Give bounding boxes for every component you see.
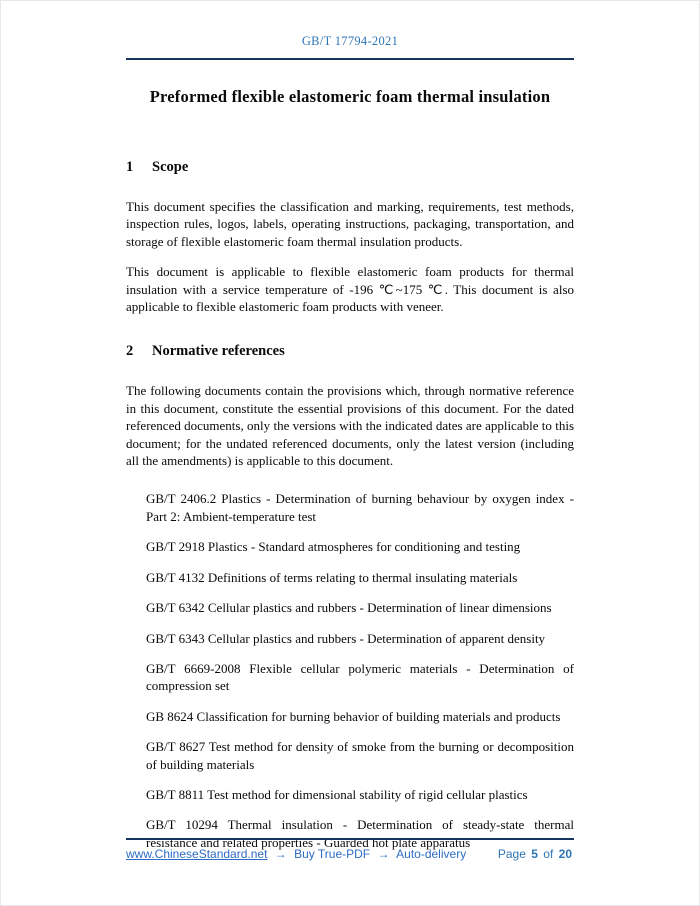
reference-item: GB/T 2406.2 Plastics - Determination of burning behaviour by oxygen index - Part 2: Ambient-temperature test	[146, 491, 574, 524]
reference-item: GB/T 8627 Test method for density of smoke from the burning or decomposition of building materials	[146, 739, 574, 772]
page-footer	[126, 838, 574, 861]
footer-buy-label: Buy True-PDF	[294, 847, 371, 861]
reference-item: GB/T 10294 Thermal insulation - Determination of steady-state thermal resistance and related properties - Guarded hot plate apparatus	[146, 817, 574, 850]
of-label: of	[543, 847, 554, 861]
footer-links	[126, 847, 466, 861]
section-number: 1	[126, 159, 134, 175]
document-title: Preformed flexible elastomeric foam thermal insulation	[149, 87, 551, 106]
reference-item: GB/T 8811 Test method for dimensional stability of rigid cellular plastics	[146, 786, 528, 802]
header-rule	[126, 58, 574, 60]
paragraph-normative-intro: The following documents contain the provisions which, through normative reference in this document, constitute the essential provisions of this document. For the dated referenced documents, only the versions with the indicated dates are applicable to this document; for the undated referenced documents, only the latest version (including all the amendments) is applicable to this document.	[126, 383, 574, 469]
reference-item: GB/T 4132 Definitions of terms relating to thermal insulating materials	[146, 569, 518, 585]
reference-item: GB/T 6342 Cellular plastics and rubbers - Determination of linear dimensions	[146, 600, 552, 616]
arrow-icon: →	[274, 847, 287, 861]
website-link[interactable]: www.ChineseStandard.net	[126, 847, 268, 861]
reference-item: GB/T 6343 Cellular plastics and rubbers - Determination of apparent density	[146, 630, 546, 646]
reference-item: GB 8624 Classification for burning behavior of building materials and products	[146, 708, 561, 724]
reference-item: GB/T 2918 Plastics - Standard atmospheres for conditioning and testing	[146, 539, 521, 555]
paragraph-scope-1: This document specifies the classification and marking, requirements, test methods, inspection rules, logos, labels, operating instructions, packaging, transportation, and storage of flexible elastomeric foam thermal insulation products.	[126, 199, 574, 249]
section-heading-normative-references	[126, 343, 574, 360]
page-number: 5	[531, 847, 538, 861]
page-label: Page	[497, 847, 526, 861]
references-list	[126, 490, 574, 851]
section-title: Scope	[152, 159, 189, 175]
paragraph-scope-2: This document is applicable to flexible elastomeric foam products for thermal insulation with a service temperature of -196 ℃~175 ℃. This document is also applicable to flexible elastomeric foam products with veneer.	[126, 264, 574, 315]
reference-item: GB/T 6669-2008 Flexible cellular polymeric materials - Determination of compression set	[146, 660, 574, 694]
section-title: Normative references	[152, 343, 285, 360]
header-doc-number: GB/T 17794-2021	[301, 34, 399, 48]
section-heading-scope	[126, 159, 574, 176]
total-pages: 20	[558, 847, 572, 861]
page-indicator	[498, 847, 574, 861]
document-content	[1, 87, 699, 851]
arrow-icon: →	[377, 847, 390, 861]
footer-delivery-label: Auto-delivery	[396, 847, 467, 861]
section-number: 2	[126, 343, 134, 360]
